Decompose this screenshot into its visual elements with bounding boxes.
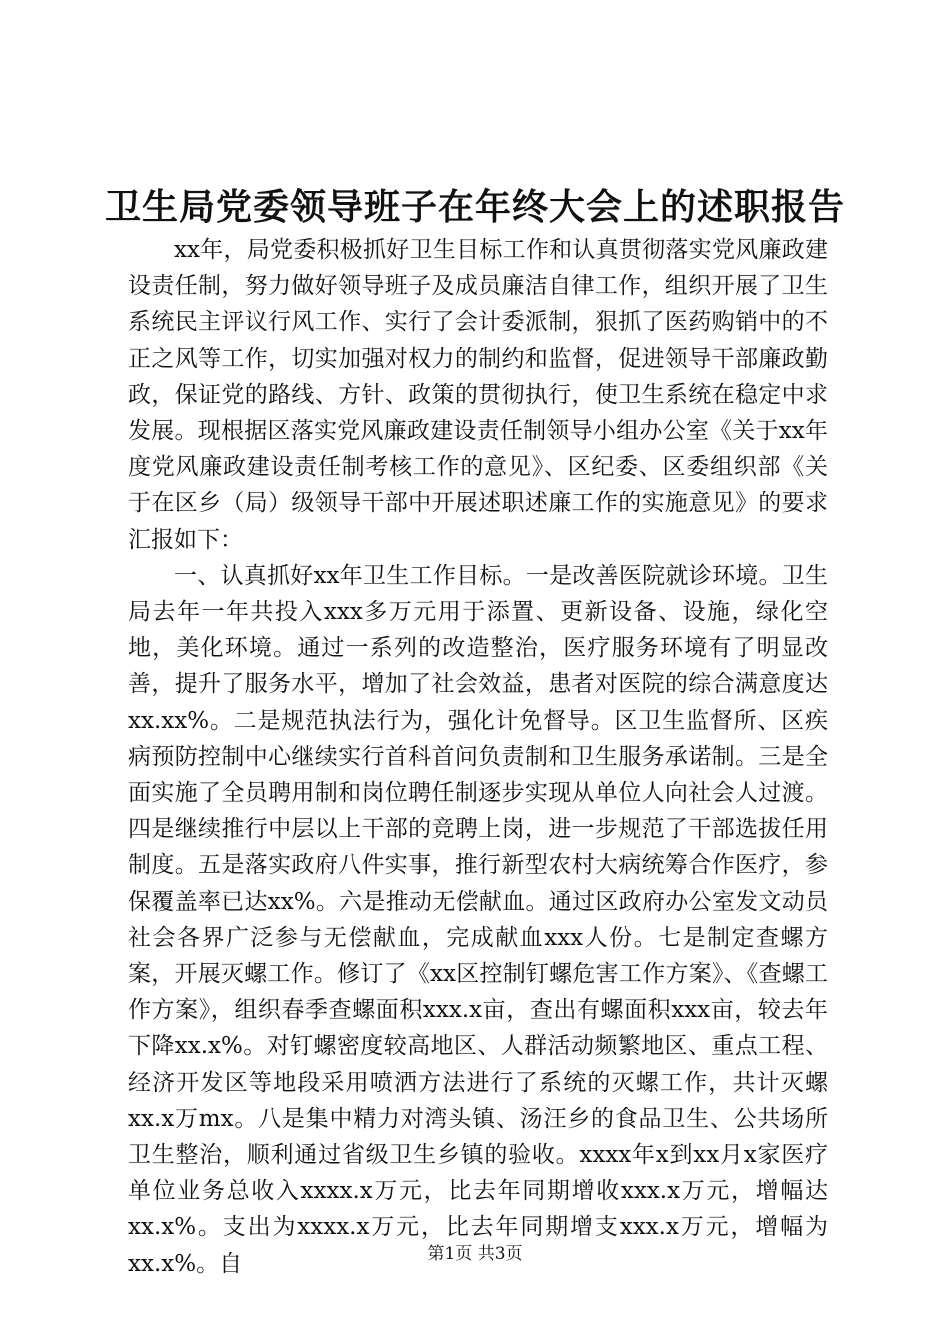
document-body <box>128 232 828 1282</box>
paragraph-intro: xx年，局党委积极抓好卫生目标工作和认真贯彻落实党风廉政建设责任制，努力做好领导班子及成员廉洁自律工作，组织开展了卫生系统民主评议行风工作、实行了会计委派制，狠抓了医药购销中的不正之风等工作，切实加强对权力的制约和监督，促进领导干部廉政勤政，保证党的路线、方针、政策的贯彻执行，使卫生系统在稳定中求发展。现根据区落实党风廉政建设责任制领导小组办公室《关于xx年度党风廉政建设责任制考核工作的意见》、区纪委、区委组织部《关于在区乡（局）级领导干部中开展述职述廉工作的实施意见》的要求汇报如下： <box>128 237 828 553</box>
document-title: 卫生局党委领导班子在年终大会上的述职报告 <box>104 187 845 228</box>
page-number-footer: 第1页 共3页 <box>427 1244 523 1264</box>
paragraph-section-one: 一、认真抓好xx年卫生工作目标。一是改善医院就诊环境。卫生局去年一年共投入xxx多万元用于添置、更新设备、设施，绿化空地，美化环境。通过一系列的改造整治，医疗服务环境有了明显改善，提升了服务水平，增加了社会效益，患者对医院的综合满意度达xx.xx%。二是规范执法行为，强化计免督导。区卫生监督所、区疾病预防控制中心继续实行首科首问负责制和卫生服务承诺制。三是全面实施了全员聘用制和岗位聘任制逐步实现从单位人向社会人过渡。四是继续推行中层以上干部的竞聘上岗，进一步规范了干部选拔任用制度。五是落实政府八件实事，推行新型农村大病统筹合作医疗，参保覆盖率已达xx%。六是推动无偿献血。通过区政府办公室发文动员社会各界广泛参与无偿献血，完成献血xxx人份。七是制定查螺方案，开展灭螺工作。修订了《xx区控制钉螺危害工作方案》、《查螺工作方案》，组织春季查螺面积xxx.x亩，查出有螺面积xxx亩，较去年下降xx.x%。对钉螺密度较高地区、人群活动频繁地区、重点工程、经济开发区等地段采用喷洒方法进行了系统的灭螺工作，共计灭螺xx.x万mx。八是集中精力对湾头镇、汤汪乡的食品卫生、公共场所卫生整治，顺利通过省级卫生乡镇的验收。xxxx年x到xx月x家医疗单位业务总收入xxxx.x万元，比去年同期增收xxx.x万元，增幅达xx.x%。支出为xxxx.x万元，比去年同期增支xxx.x万元，增幅为xx.x%。自 <box>128 562 828 1277</box>
